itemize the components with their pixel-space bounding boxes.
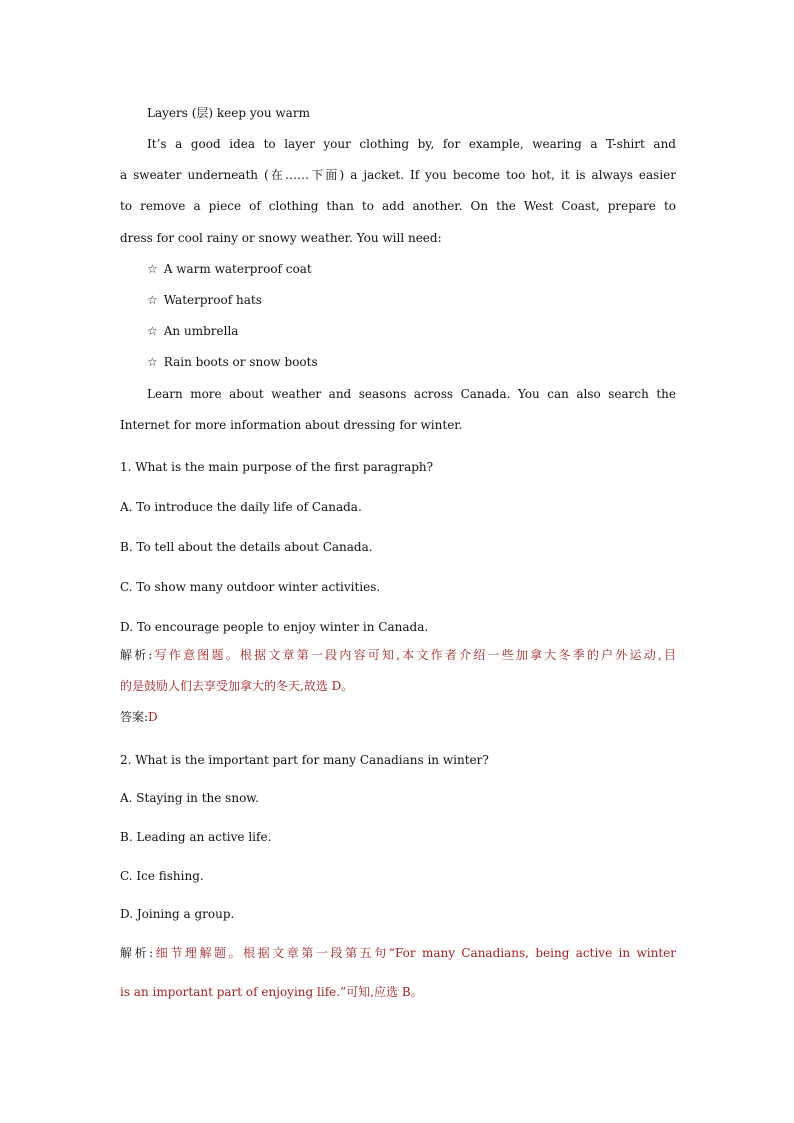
question-1-analysis [120,647,676,663]
analysis-label: 解析: [120,946,154,960]
bullet-item [147,323,676,339]
question-2-analysis [120,945,676,961]
analysis-text: 细节理解题。根据文章第一段第五句“For many Canadians, being active in winter [153,946,676,960]
answer-label: 答案: [120,710,149,724]
paragraph1-line: a sweater underneath (在……下面) a jacket. If you become too hot, it is always easier [120,168,676,182]
question-1-stem: 1. What is the main purpose of the first paragraph? [120,460,434,474]
star-bullet-icon: ☆ [147,355,158,369]
paragraph1-line: It’s a good idea to layer your clothing by, for example, wearing a T-shirt and [147,137,676,151]
paragraph1-line: dress for cool rainy or snowy weather. You will need: [120,231,442,245]
analysis-text: 写作意图题。根据文章第一段内容可知,本文作者介绍一些加拿大冬季的户外运动,目 [152,648,676,662]
question-2-option: D. Joining a group. [120,907,235,921]
analysis-label: 解析: [120,648,153,662]
paragraph1-line: to remove a piece of clothing than to add another. On the West Coast, prepare to [120,199,676,213]
question-1-answer [120,709,676,725]
bullet-text: An umbrella [163,324,239,338]
question-1-option: A. To introduce the daily life of Canada. [120,500,362,514]
bullet-text: Rain boots or snow boots [163,355,318,369]
question-1-option: C. To show many outdoor winter activities. [120,580,381,594]
paragraph2-line: Learn more about weather and seasons across Canada. You can also search the [147,387,676,401]
star-bullet-icon: ☆ [147,324,158,338]
answer-value: D [148,710,158,724]
bullet-text: Waterproof hats [163,293,262,307]
question-2-analysis-cont: is an important part of enjoying life.”可知,应选 B。 [120,985,423,999]
question-1-analysis-cont: 的是鼓励人们去享受加拿大的冬天,故选 D。 [120,679,354,693]
passage-heading: Layers (层) keep you warm [147,106,310,120]
question-2-stem: 2. What is the important part for many Canadians in winter? [120,753,489,767]
question-1-option: D. To encourage people to enjoy winter in Canada. [120,620,429,634]
question-1-option: B. To tell about the details about Canada. [120,540,373,554]
star-bullet-icon: ☆ [147,293,158,307]
bullet-item [147,354,676,370]
star-bullet-icon: ☆ [147,262,158,276]
bullet-item [147,292,676,308]
question-2-option: B. Leading an active life. [120,830,272,844]
bullet-item [147,261,676,277]
paragraph2-line: Internet for more information about dressing for winter. [120,418,463,432]
question-2-option: C. Ice fishing. [120,869,204,883]
question-2-option: A. Staying in the snow. [120,791,259,805]
bullet-text: A warm waterproof coat [163,262,312,276]
